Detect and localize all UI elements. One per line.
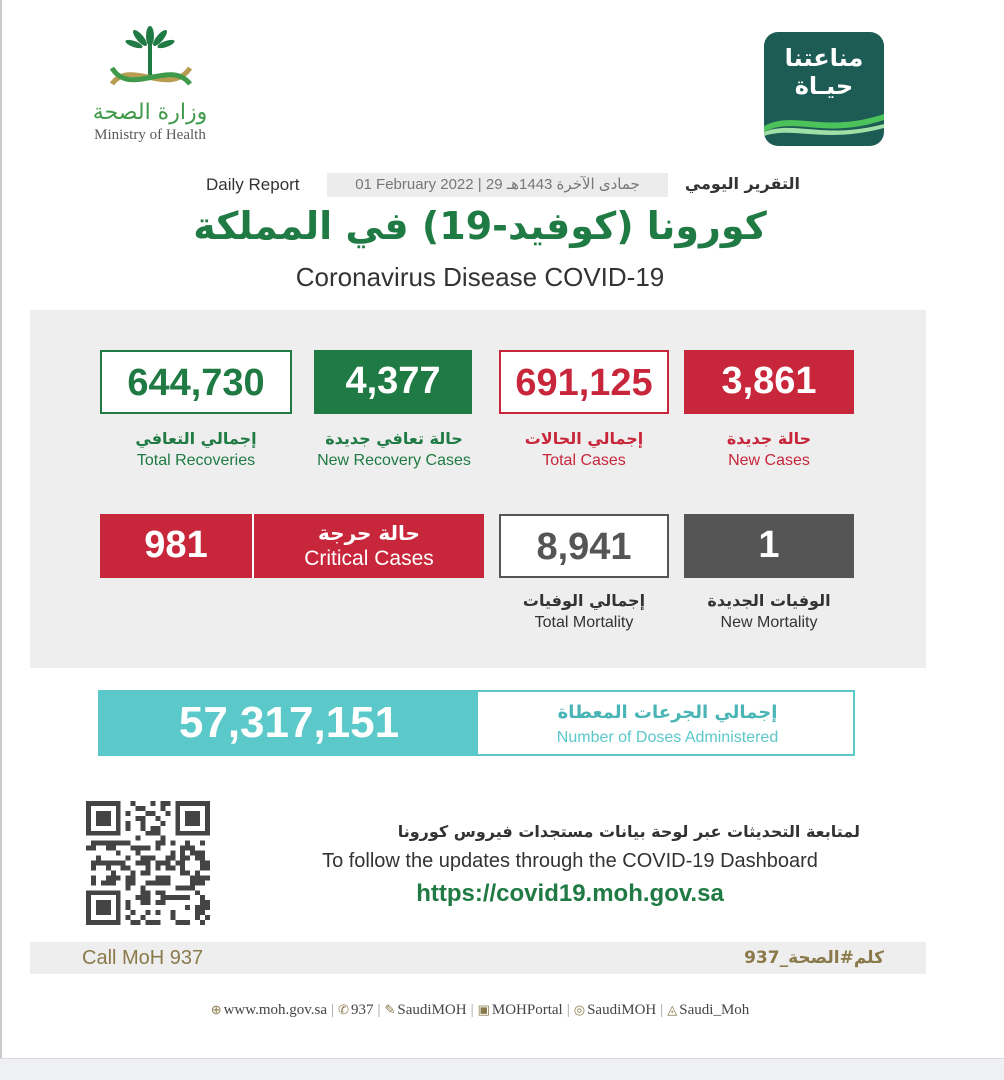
social-link-label: MOHPortal bbox=[491, 1002, 563, 1018]
moh-name-english: Ministry of Health bbox=[94, 127, 206, 143]
green-wave-icon bbox=[764, 104, 884, 138]
call-moh-hashtag: كلم#الصحة_937 bbox=[744, 948, 884, 968]
moh-name-arabic: وزارة الصحة bbox=[92, 100, 208, 125]
dashboard-link[interactable]: https://covid19.moh.gov.sa bbox=[416, 880, 724, 907]
new-recovery-label-arabic: حالة تعافي جديدة bbox=[325, 429, 463, 448]
new-recovery-label: New Recovery Cases bbox=[317, 452, 471, 469]
social-separator: | bbox=[377, 1002, 381, 1018]
new-mortality-label-arabic: الوفيات الجديدة bbox=[707, 591, 831, 610]
total-cases-label-arabic: إجمالي الحالات bbox=[524, 429, 644, 448]
daily-report-label: Daily Report bbox=[206, 175, 300, 194]
total-mortality-label: Total Mortality bbox=[534, 614, 634, 631]
follow-text: To follow the updates through the COVID-19 Dashboard bbox=[322, 850, 818, 872]
new-mortality-value: 1 bbox=[684, 514, 854, 578]
date-bar bbox=[196, 172, 806, 198]
globe-icon: ⊕ bbox=[210, 1002, 222, 1017]
social-link[interactable] bbox=[667, 1002, 749, 1019]
follow-text-arabic: لمتابعة التحديثات عبر لوحة بيانات مستجدات فيروس كورونا bbox=[397, 822, 860, 841]
social-link[interactable] bbox=[338, 1002, 373, 1019]
total-mortality-label-arabic: إجمالي الوفيات bbox=[522, 591, 646, 610]
new-mortality-caption bbox=[676, 590, 862, 634]
new-recovery-caption bbox=[296, 428, 492, 472]
new-cases-value: 3,861 bbox=[684, 350, 854, 414]
phone-icon: ✆ bbox=[338, 1002, 349, 1017]
page-border-left bbox=[0, 0, 2, 1060]
campaign-logo bbox=[764, 32, 884, 146]
qr-code[interactable] bbox=[86, 800, 210, 926]
new-mortality-label: New Mortality bbox=[720, 614, 818, 631]
twitter-icon: ✎ bbox=[384, 1002, 396, 1017]
social-separator: | bbox=[566, 1002, 570, 1018]
social-separator: | bbox=[470, 1002, 474, 1018]
moh-logo bbox=[70, 24, 230, 154]
campaign-line-2: حيـاة bbox=[794, 72, 854, 100]
doses-administered-label-arabic: إجمالي الجرعات المعطاة bbox=[557, 702, 778, 723]
critical-cases-label: Critical Cases bbox=[304, 547, 434, 570]
total-cases-label: Total Cases bbox=[542, 452, 626, 469]
report-date: 01 February 2022 | 29 جمادى الآخرة 1443هـ bbox=[327, 173, 668, 197]
palm-swords-emblem-icon bbox=[90, 24, 210, 98]
social-link[interactable] bbox=[211, 1002, 327, 1019]
social-link[interactable] bbox=[478, 1002, 563, 1019]
social-link-label: SaudiMOH bbox=[397, 1002, 467, 1018]
total-recoveries-label-arabic: إجمالي التعافي bbox=[135, 429, 257, 448]
critical-cases-value: 981 bbox=[100, 514, 252, 578]
total-recoveries-label: Total Recoveries bbox=[136, 452, 256, 469]
youtube-icon: ▣ bbox=[477, 1002, 490, 1017]
page-border-bottom bbox=[0, 1058, 1004, 1080]
social-link[interactable] bbox=[574, 1002, 657, 1019]
instagram-icon: ◎ bbox=[573, 1002, 586, 1017]
new-cases-label-arabic: حالة جديدة bbox=[726, 429, 812, 448]
social-separator: | bbox=[660, 1002, 664, 1018]
new-recovery-value: 4,377 bbox=[314, 350, 472, 414]
call-moh-text: Call MoH 937 bbox=[82, 947, 204, 969]
social-link-label: Saudi_Moh bbox=[679, 1002, 750, 1018]
total-cases-value: 691,125 bbox=[499, 350, 669, 414]
social-link-label: SaudiMOH bbox=[587, 1002, 657, 1018]
critical-cases-caption bbox=[252, 514, 484, 578]
doses-administered-value: 57,317,151 bbox=[100, 692, 478, 754]
total-mortality-caption bbox=[490, 590, 678, 634]
page-title: Coronavirus Disease COVID-19 bbox=[295, 262, 665, 292]
campaign-line-1: مناعتنا bbox=[784, 44, 864, 72]
social-separator: | bbox=[331, 1002, 335, 1018]
qr-code-icon bbox=[86, 800, 210, 926]
daily-report-label-arabic: التقرير اليومي bbox=[684, 174, 800, 193]
total-mortality-value: 8,941 bbox=[499, 514, 669, 578]
social-link[interactable] bbox=[385, 1002, 467, 1019]
social-link-label: 937 bbox=[350, 1002, 374, 1018]
social-link-label: www.moh.gov.sa bbox=[223, 1002, 328, 1018]
new-cases-label: New Cases bbox=[728, 452, 810, 469]
total-cases-caption bbox=[499, 428, 669, 472]
total-recoveries-caption bbox=[100, 428, 292, 472]
page-title-arabic: كورونا (كوفيد-19) في المملكة bbox=[193, 204, 767, 248]
call-bar bbox=[30, 942, 926, 974]
total-recoveries-value: 644,730 bbox=[100, 350, 292, 414]
snapchat-icon: ◬ bbox=[667, 1002, 678, 1017]
doses-administered-box bbox=[98, 690, 855, 756]
critical-cases-label-arabic: حالة حرجة bbox=[318, 521, 420, 545]
social-links bbox=[0, 1002, 960, 1019]
new-cases-caption bbox=[684, 428, 854, 472]
doses-administered-label: Number of Doses Administered bbox=[556, 729, 779, 746]
